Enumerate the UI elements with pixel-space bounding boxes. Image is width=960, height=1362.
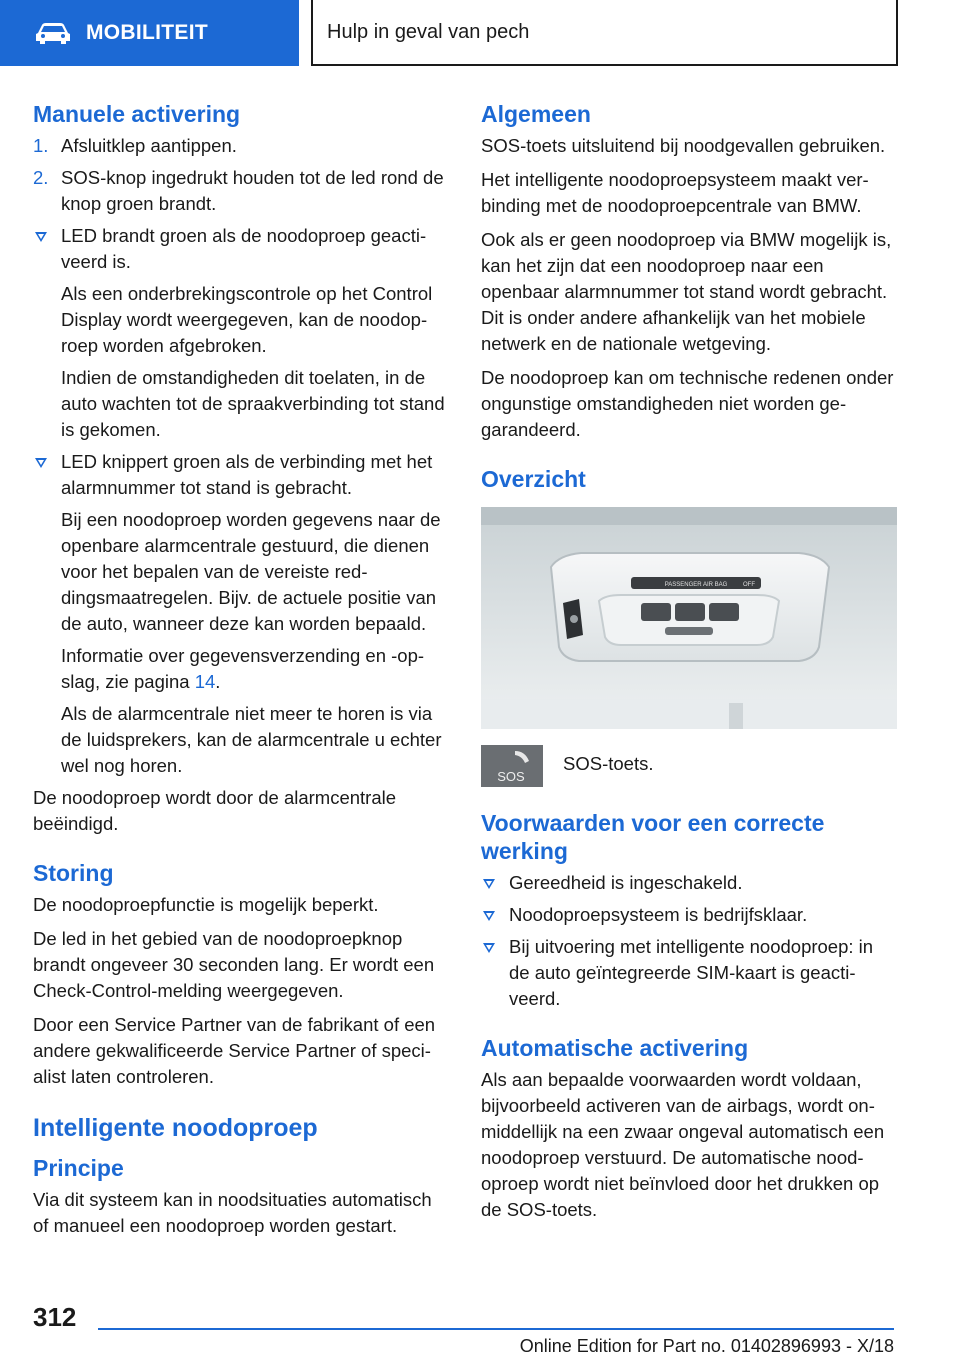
chapter-title: Hulp in geval van pech	[327, 20, 530, 43]
panel-label: PASSENGER AIR BAG	[664, 582, 728, 588]
step-number: 2.	[33, 167, 49, 188]
page-header	[0, 0, 960, 66]
section-label: MOBILITEIT	[86, 21, 208, 44]
bullet-text: Noodoproepsysteem is bedrijfsklaar.	[509, 904, 808, 925]
triangle-bullet-icon	[483, 943, 495, 953]
chapter-tab[interactable]	[311, 0, 898, 66]
paragraph: De led in het gebied van de noodoproepknop brandt ongeveer 30 seconden lang. Er wordt een Check-Control-melding weergegeven.	[33, 928, 435, 1001]
bullet-item	[481, 902, 897, 928]
heading-automatische-activering: Automatische activering	[481, 1035, 749, 1061]
edition-text: Online Edition for Part no. 01402896993 - X/18	[519, 1336, 894, 1356]
legend-text: SOS-toets.	[563, 753, 654, 774]
bullet-text: LED knippert groen als de verbinding met het alarmnummer tot stand is gebracht.	[61, 451, 433, 498]
step-text: Afsluitklep aantippen.	[61, 135, 237, 156]
sos-icon-text: SOS	[497, 769, 525, 784]
paragraph: De noodoproepfunctie is mogelijk beperkt.	[33, 894, 379, 915]
triangle-bullet-icon	[35, 232, 47, 242]
bullet-subtext: Als de alarmcentrale niet meer te horen is via de luidsprekers, kan de alarmcentrale u echter wel nog horen.	[61, 703, 442, 776]
step-number: 1.	[33, 135, 49, 156]
bullet-subtext: Als een onderbrekingscontrole op het Control Display wordt weergegeven, kan de noodoproep worden afgebroken.	[61, 283, 433, 356]
paragraph: Door een Service Partner van de fabrikant of een andere gekwalificeerde Service Partner of specialist laten controleren.	[33, 1014, 436, 1087]
bullet-text: LED brandt groen als de noodoproep geactiveerd is.	[61, 225, 427, 272]
section-tab-mobiliteit[interactable]	[0, 0, 299, 66]
footer-divider	[98, 1328, 894, 1330]
triangle-bullet-icon	[35, 458, 47, 468]
heading-overzicht: Overzicht	[481, 466, 586, 492]
sos-button-icon	[481, 745, 543, 787]
paragraph: De noodoproep kan om technische redenen onder ongunstige omstandigheden niet worden gegarandeerd.	[481, 367, 894, 440]
bullet-item	[33, 449, 449, 501]
triangle-bullet-icon	[483, 879, 495, 889]
subtext-part: Informatie over gegevensverzending en -opslag, zie pagina	[61, 645, 425, 692]
overhead-panel-photo	[481, 507, 897, 729]
heading-principe: Principe	[33, 1155, 124, 1181]
bullet-text: Gereedheid is ingeschakeld.	[509, 872, 743, 893]
subtext-end: .	[215, 671, 221, 692]
paragraph: Het intelligente noodoproepsysteem maakt verbinding met de noodoproepcentrale van BMW.	[481, 169, 869, 216]
bullet-item	[481, 870, 897, 896]
step-item	[33, 133, 449, 159]
bullet-item	[481, 934, 897, 1012]
paragraph: De noodoproep wordt door de alarmcentrale beëindigd.	[33, 787, 397, 834]
bullet-subtext: Indien de omstandigheden dit toelaten, in de auto wachten tot de spraakverbinding tot stand is gekomen.	[61, 367, 445, 440]
left-column	[33, 100, 449, 1247]
panel-label: OFF	[743, 582, 755, 588]
paragraph: Via dit systeem kan in noodsituaties automatisch of manueel een noodoproep worden gestart.	[33, 1189, 432, 1236]
bullet-item	[33, 223, 449, 275]
page-number: 312	[33, 1302, 77, 1332]
paragraph: Ook als er geen noodoproep via BMW mogelijk is, kan het zijn dat een noodoproep naar een openbaar alarmnummer tot stand wordt gebracht. Dit is onder andere afhankelijk van het mobiele netwerk en de nationale wetgeving.	[481, 229, 892, 354]
bullet-subtext: Bij een noodoproep worden gegevens naar de openbare alarmcentrale gestuurd, die dienen voor het bepalen van de vereiste reddingsmaatregelen. Bijv. de actuele positie van de auto, wanneer deze kan worden bepaald.	[61, 509, 441, 634]
step-item	[33, 165, 449, 217]
legend-row	[481, 745, 897, 787]
step-text: SOS-knop ingedrukt houden tot de led rond de knop groen brandt.	[61, 167, 444, 214]
heading-intelligente-noodoproep: Intelligente noodoproep	[33, 1114, 318, 1142]
heading-storing: Storing	[33, 860, 114, 886]
paragraph: SOS-toets uitsluitend bij noodgevallen gebruiken.	[481, 135, 886, 156]
car-icon	[34, 21, 72, 45]
right-column	[481, 100, 897, 1231]
bullet-subtext-with-link	[33, 643, 449, 695]
heading-voorwaarden: Voorwaarden voor een correcte werking	[481, 810, 825, 864]
page-link[interactable]: 14	[194, 671, 216, 692]
triangle-bullet-icon	[483, 911, 495, 921]
heading-manuele-activering: Manuele activering	[33, 101, 241, 127]
heading-algemeen: Algemeen	[481, 101, 591, 127]
paragraph: Als aan bepaalde voorwaarden wordt voldaan, bijvoorbeeld activeren van de airbags, wordt onmiddellijk na een zwaar ongeval automatisch een noodoproep verstuurd. De automatische noodoproep wordt niet beïnvloed door het drukken op de SOS-toets.	[481, 1069, 885, 1220]
bullet-text: Bij uitvoering met intelligente noodoproep: in de auto geïntegreerde SIM-kaart is geactiveerd.	[509, 936, 874, 1009]
